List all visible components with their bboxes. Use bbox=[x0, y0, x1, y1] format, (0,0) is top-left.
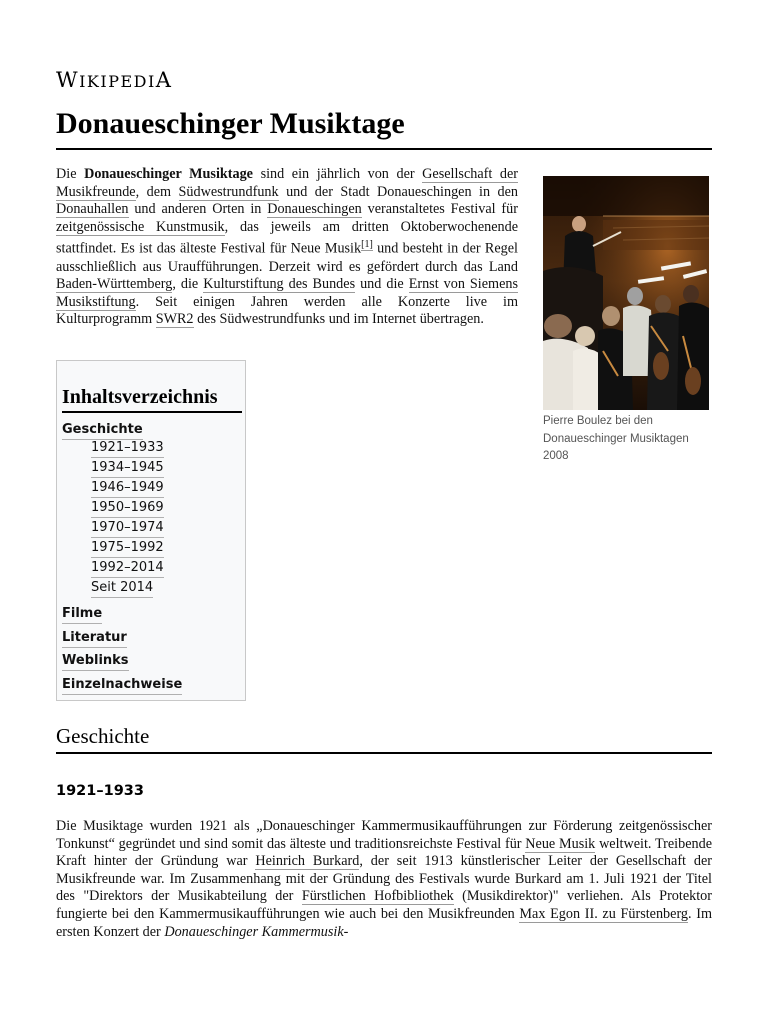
link-gesellschaft[interactable]: Gesellschaft der Musikfreunde bbox=[56, 166, 518, 200]
section-heading-geschichte: Geschichte bbox=[56, 722, 712, 754]
toc-item-1921-1933[interactable]: 1921–1933 bbox=[91, 439, 164, 458]
toc-item-literatur[interactable]: Literatur bbox=[62, 629, 127, 648]
section-text: weltweit. Treibende Kraft hinter der Gründung war bbox=[56, 835, 712, 870]
intro-bold-term: Donaueschinger Musiktage bbox=[84, 166, 253, 182]
intro-text: veranstaltetes Festival für bbox=[361, 201, 518, 218]
intro-text: und besteht in der Regel ausschließlich aus Uraufführungen. Derzeit wird es gefördert durch das Land bbox=[56, 241, 518, 275]
intro-text: , die bbox=[172, 276, 204, 293]
link-hofbibliothek[interactable]: Fürstlichen Hofbibliothek bbox=[301, 888, 454, 905]
link-swr2[interactable]: SWR2 bbox=[155, 311, 194, 328]
link-kulturstiftung[interactable]: Kulturstiftung des Bundes bbox=[203, 276, 356, 293]
figure-caption: Pierre Boulez bei den Donaueschinger Musiktagen 2008 bbox=[543, 415, 689, 462]
toc-item-1946-1949[interactable]: 1946–1949 bbox=[91, 479, 164, 498]
link-kunstmusik[interactable]: zeitgenössische Kunstmusik bbox=[56, 218, 225, 235]
link-suedwestrundfunk[interactable]: Südwestrundfunk bbox=[178, 183, 279, 200]
toc-item-1934-1945[interactable]: 1934–1945 bbox=[91, 459, 164, 478]
article-figure bbox=[543, 176, 709, 466]
intro-text: sind ein jährlich von der bbox=[252, 166, 423, 182]
toc-item-seit-2014[interactable]: Seit 2014 bbox=[91, 579, 153, 598]
orchestra-photo[interactable] bbox=[543, 176, 709, 410]
wordmark-middle: IKIPEDI bbox=[79, 72, 156, 91]
link-donaueschingen[interactable]: Donaueschingen bbox=[267, 201, 362, 218]
intro-text: , das jeweils am dritten Oktoberwochenende stattfindet. Es ist das älteste Festival für Neue Musik bbox=[56, 218, 518, 258]
page-title: Donaueschinger Musiktage bbox=[56, 104, 712, 150]
intro-paragraph bbox=[56, 166, 518, 329]
table-of-contents bbox=[56, 360, 246, 701]
link-heinrich-burkard[interactable]: Heinrich Burkard bbox=[255, 853, 360, 870]
section-text: Die Musiktage wurden 1921 als „Donaueschinger Kammermusikaufführungen zur Förderung zeitgenössischer Tonkunst“ gegründet und sind somit das älteste und traditionsreichste Festival für bbox=[56, 818, 712, 852]
footnote-ref[interactable]: [1] bbox=[361, 239, 373, 251]
toc-title: Inhaltsverzeichnis bbox=[62, 383, 242, 413]
link-neue-musik[interactable]: Neue Musik bbox=[525, 835, 596, 852]
intro-text: Die bbox=[56, 166, 85, 182]
section-text: , der seit 1913 künstlerischer Leiter der Gesellschaft der Musikfreunde war. Im Zusammenhang mit der Gründung des Festivals wurde Burkard am 1. Juli 1921 der Titel des "Direktors der Musikabteilung der bbox=[56, 853, 712, 905]
toc-item-1975-1992[interactable]: 1975–1992 bbox=[91, 539, 164, 558]
wikipedia-wordmark[interactable] bbox=[56, 68, 172, 92]
toc-item-1992-2014[interactable]: 1992–2014 bbox=[91, 559, 164, 578]
intro-text: und der Stadt Donaueschingen in den bbox=[278, 183, 518, 200]
subsection-heading-1921-1933: 1921–1933 bbox=[56, 783, 144, 799]
toc-item-geschichte[interactable]: Geschichte bbox=[62, 421, 143, 440]
wordmark-a: A bbox=[155, 68, 173, 92]
link-siemens-stiftung[interactable]: Ernst von Siemens Musikstiftung bbox=[56, 276, 518, 310]
toc-item-einzelnachweise[interactable]: Einzelnachweise bbox=[62, 676, 182, 695]
intro-text: , dem bbox=[135, 183, 179, 200]
intro-text: des Südwestrundfunks und im Internet übertragen. bbox=[193, 311, 484, 328]
section-text: . Im ersten Konzert der bbox=[56, 905, 713, 940]
intro-text: . Seit einigen Jahren werden alle Konzerte live im Kulturprogramm bbox=[56, 293, 518, 328]
link-donauhallen[interactable]: Donauhallen bbox=[56, 201, 129, 218]
toc-item-filme[interactable]: Filme bbox=[62, 605, 102, 624]
toc-item-weblinks[interactable]: Weblinks bbox=[62, 652, 129, 671]
section-italic-text: Donaueschinger Kammermusik- bbox=[164, 923, 349, 940]
intro-text: und die bbox=[355, 276, 409, 293]
toc-item-1970-1974[interactable]: 1970–1974 bbox=[91, 519, 164, 538]
wordmark-w: W bbox=[56, 68, 80, 92]
section-text: (Musikdirektor)" verliehen. Als Protektor fungierte bei den Kammermusikaufführungen wie auch bei den Musikfreunden bbox=[56, 888, 712, 922]
section-paragraph bbox=[56, 818, 712, 941]
link-max-egon[interactable]: Max Egon II. zu Fürstenberg bbox=[519, 905, 689, 922]
intro-text: und anderen Orten in bbox=[128, 201, 268, 218]
toc-item-1950-1969[interactable]: 1950–1969 bbox=[91, 499, 164, 518]
link-baden-wuerttemberg[interactable]: Baden-Württemberg bbox=[56, 276, 173, 293]
